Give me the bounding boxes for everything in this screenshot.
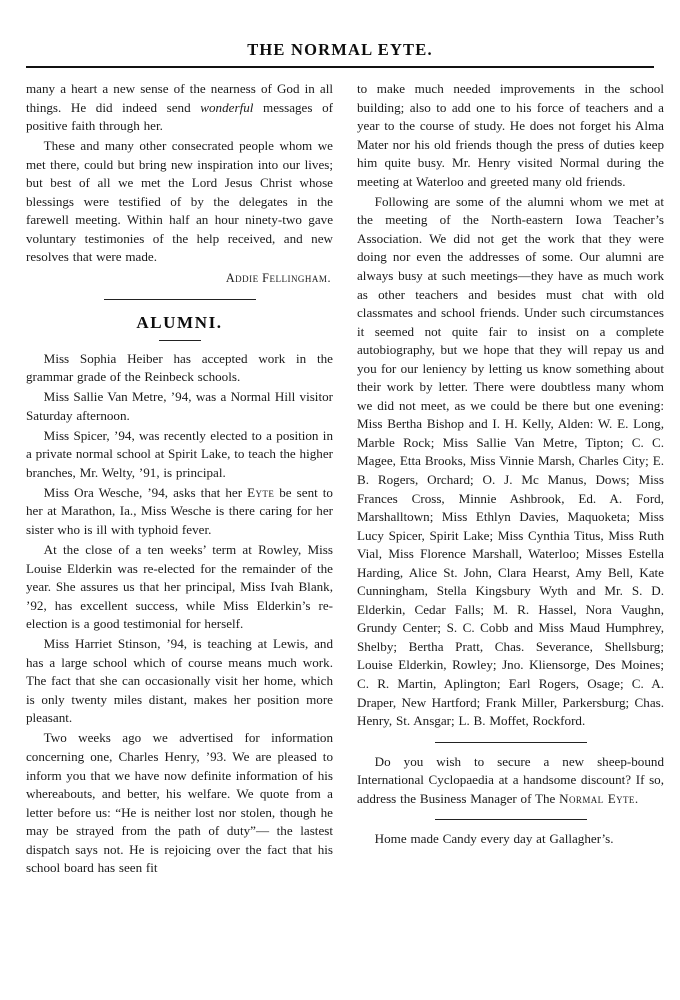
advertisement-cyclopaedia — [357, 753, 664, 809]
ad-text: Do you wish to secure a new sheep-bound International Cyclopaedia at a handsome discount? If so, address the Business Manager of The — [357, 753, 664, 806]
section-divider-above — [104, 299, 256, 300]
italic-word: wonderful — [200, 99, 254, 115]
alumni-note: Miss Harriet Stinson, ’94, is teaching at Lewis, and has a large school which of course means much work. The fact that she can occasionally visit her home, which is only twenty miles distant, makes her position more pleasant. — [26, 636, 333, 726]
alumni-note: Two weeks ago we advertised for information concerning one, Charles Henry, ’93. We are pleased to inform you that we have now definite information of his whereabouts, and better, his welfare. We quote from a letter before us: “He is neither lost nor stolen, though he may be strayed from the path of duty”— the lastest dispatch says not. He is rejoicing over the fact that his school board has seen fit — [26, 730, 333, 876]
section-divider-below — [159, 340, 201, 341]
article-byline: Addie Fellingham. — [225, 270, 331, 285]
page-title: THE NORMAL EYTE. — [247, 40, 433, 59]
paragraph: These and many other consecrated people whom we met there, could but bring new inspiration into our lives; but best of all we met the Lord Jesus Christ whose blessings were testified of by the delegates in the farewell meeting. Within half an hour ninety-two gave voluntary testimonies of the help received, and new resolves that were made. — [26, 138, 333, 265]
paragraph-text: many a heart a new sense of the nearness of God in all things. He did indeed send — [26, 81, 333, 115]
alumni-note: Miss Sallie Van Metre, ’94, was a Normal Hill visitor Saturday afternoon. — [26, 389, 333, 423]
publication-name: Normal Eyte. — [559, 790, 639, 806]
advertisement-candy: Home made Candy every day at Gallagher’s. — [374, 831, 614, 847]
advertisement-divider — [435, 819, 587, 820]
paragraph: to make much needed improvements in the school building; also to add one to his force of teachers and a year to the course of study. He does not forget his Alma Mater nor his old friends though the press of duties keep him quite busy. Mr. Henry visited Normal during the meeting at Waterloo and greeted many old friends. — [357, 81, 664, 189]
publication-name: Eyte — [247, 484, 275, 500]
section-title: ALUMNI. — [136, 312, 223, 332]
alumni-note: Miss Spicer, ’94, was recently elected to a position in a private normal school at Spirit Lake, to teach the higher branches, Mr. Welty, ’91, is principal. — [26, 427, 333, 480]
left-column — [26, 80, 333, 878]
masthead-divider — [26, 66, 654, 68]
two-column-layout — [26, 80, 664, 878]
paragraph-tail: messages of positive faith through her. — [26, 99, 333, 134]
alumni-note: At the close of a ten weeks’ term at Rowley, Miss Louise Elderkin was re-elected for the remainder of the year. She assures us that her principal, Miss Ivah Blank, ’92, has excellent success, while Miss Elderkin’s re-election is a good testimonial for herself. — [26, 541, 333, 632]
alumni-roster-paragraph: Following are some of the alumni whom we met at the meeting of the North-eastern Iowa Teacher’s Association. We did not get the work that they were doing nor even the addresses of some. Our alumni are always busy at such meetings—they have as much work as other teachers and besides must chat with old classmates and school friends. Under such circumstances it seemed not quite fair to insist on a complete autobiography, but we hope that they will repay us and you for our leniency by letting us know something about their work by letter. There were doubtless many whom we did not meet, as we could be there but one evening: Miss Bertha Bishop and I. H. Kelly, Alden: W. E. Long, Marble Rock; Miss Sallie Van Metre, Tipton; C. C. Magee, Etta Brooks, Miss Vinnie Marsh, Charles City; E. B. Rogers, Orchard; O. J. Mc Manus, Dows; Miss Frances Cross, Minnie Ashbrook, Ed. A. Ford, Marshalltown; Miss Ethlyn Davies, Maquoketa; Miss Lucy Spicer, Spirit Lake; Miss Cynthia Titus, Miss Ruth Vial, Miss Florence Marshall, Waterloo; Misses Estella Harding, Alice St. John, Clara Hearst, Amy Bell, Kate Cunningham, Stella Kingsbury Wyth and Mr. S. D. Elderkin, Cedar Falls; M. R. Hassel, Nora Vaughn, Grundy Center; S. C. Cobb and Miss Maud Humphrey, Shelby; Bertha Pratt, Chas. Severance, Shellsburg; Louise Elderkin, Rowley; Jno. Kliensorge, Des Moines; C. R. Martin, Aplington; Earl Rogers, Osage; C. A. Draper, New Hartford; Frank Miller, Parkersburg; Chas. Henry, St. Ansgar; L. B. Moffet, Rockford. — [357, 193, 664, 729]
alumni-note: Miss Sophia Heiber has accepted work in the grammar grade of the Reinbeck schools. — [26, 350, 333, 385]
right-column — [357, 80, 664, 849]
paragraph — [26, 80, 333, 136]
alumni-section-header — [26, 299, 333, 341]
note-text-after: be sent to her at Marathon, Ia., Miss Wesche is there caring for her sister who is ill with typhoid fever. — [26, 484, 333, 537]
advertisement-divider — [435, 742, 587, 743]
note-text-before: Miss Ora Wesche, ’94, asks that her — [43, 484, 248, 500]
alumni-note — [26, 484, 333, 540]
